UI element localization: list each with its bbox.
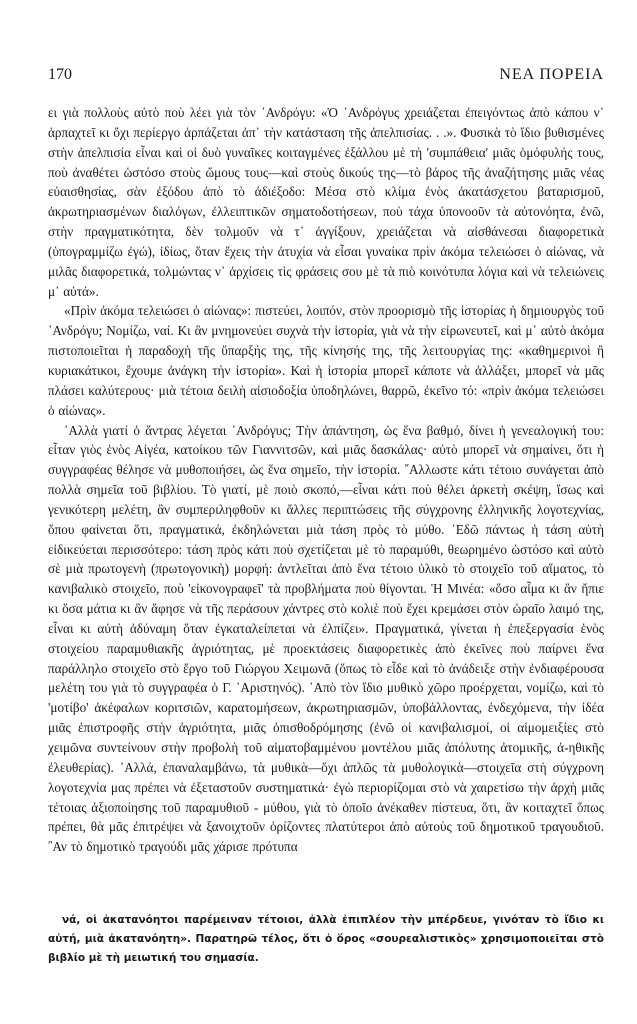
- page-number: 170: [48, 66, 72, 83]
- page-header: [48, 66, 604, 88]
- journal-title: ΝΕΑ ΠΟΡΕΙΑ: [499, 66, 604, 83]
- footnote: [48, 911, 604, 968]
- article-body: [48, 103, 604, 857]
- paragraph-continuation: ει γιὰ πολλοὺς αὐτὸ ποὺ λέει γιὰ τὸν ᾿Ανδρόγυ: «Ὁ ᾿Ανδρόγυς χρειάζεται ἐπειγόντως ἀπὸ κάπου ν᾿ ἁρπαχτεῖ κι ὄχι περίεργο ἁρπάζεται ἀπ᾿ τὴν κατάσταση τῆς ἀπελπισίας. . .». Φυσικὰ τὸ ἴδιο βυθισμένες στὴν ἀπελπισία εἶναι καὶ οἱ δυὸ γυναῖκες κοιταγμένες ἐξάλλου μὲ τὴ 'συμπάθεια' μιᾶς ὁμόφυλής τους, ποὺ ἀναθέτει ὡστόσο στοὺς ὤμους τους—καὶ στοὺς δικούς της—τὸ βάρος τῆς ἀναζήτησης μιᾶς νέας εὐαισθησίας, σὰν ἐξόδου ἀπὸ τὸ ἀδιέξοδο: Μέσα στὸ κλίμα ἑνὸς ἀκατάσχετου βαταρισμοῦ, ἀκρωτηριασμένων διαλόγων, ἐλλειπτικῶν σηματοδοτήσεων, ποὺ τάχα ὑπονοοῦν τὰ αὐτονόητα, ἐνῶ, στὴν πραγματικότητα, δὲν τολμοῦν νὰ τ᾿ ἀγγίξουν, χρειάζεται νὰ αἰσθάνεσαι διαφορετικὰ (ὑπογραμμίζω ἐγώ), ἰδίως, ὅταν ἔχεις τὴν ἀτυχία νὰ εἶσαι γυναίκα πρὶν ἀκόμα τελειώσει ὁ αἰώνας, νὰ μιλᾶς διαφορετικά, τολμώντας ν᾿ ἀρχίσεις τὶς φράσεις σου μὲ τὰ πιὸ κοινότυπα λόγια καὶ νὰ τελειώνεις μ᾿ αὐτά».: [48, 105, 604, 299]
- footnote-text: νά, οἱ ἀκατανόητοι παρέμειναν τέτοιοι, ἀλλὰ ἐπιπλέον τὴν μπέρδευε, γινόταν τὸ ἴδιο κι αὐτή, μιὰ ἀκατανόητη». Παρατηρῶ τέλος, ὅτι ὁ ὅρος «σουρεαλιστικὸς» χρησιμοποιεῖται στὸ βιβλίο μὲ τὴ μειωτική του σημασία.: [48, 914, 604, 964]
- paragraph: «Πρὶν ἀκόμα τελειώσει ὁ αἰώνας»: πιστεύει, λοιπόν, στὸν προορισμὸ τῆς ἱστορίας ἡ δημιουργὸς τοῦ ᾿Ανδρόγυ; Νομίζω, ναί. Κι ἂν μνημονεύει συχνὰ τὴν ἱστορία, γιὰ νὰ τὴν εἰρωνευτεῖ, καὶ μ᾿ αὐτὸ ἀκόμα πιστοποιεῖται ἡ παραδοχὴ τῆς ὕπαρξής της, τῆς κίνησής της, τῆς λειτουργίας της: «καθημερινοὶ ἢ κυριακάτικοι, ἔχουμε ἀνάγκη τὴν ἱστορία». Καὶ ἡ ἱστορία μπορεῖ κάποτε νὰ ἀλλάξει, μπορεῖ νὰ μᾶς πλάσει καλύτερους· μιὰ τέτοια δειλὴ αἰσιοδοξία ὑποδηλώνει, θαρρῶ, ἐκεῖνο τό: «πρὶν ἀκόμα τελειώσει ὁ αἰώνας».: [48, 303, 604, 418]
- paragraph: ᾿Αλλὰ γιατί ὁ ἄντρας λέγεται ᾿Ανδρόγυς; Τὴν ἀπάντηση, ὡς ἕνα βαθμό, δίνει ἡ γενεαλογική του: εἶταν γιὸς ἑνὸς Αἰγέα, κατοίκου τῶν Γιαννιτσῶν, καὶ μιᾶς δασκάλας· αὐτὸ μπορεῖ νὰ σημαίνει, ὅτι ἡ συγγραφέας θέλησε νὰ μυθοποιήσει, ὡς ἕνα σημεῖο, τὴν ἱστορία. ῎Αλλωστε κάτι τέτοιο συνάγεται ἀπὸ πολλὰ σημεῖα τοῦ βιβλίου. Τὸ γιατί, μὲ ποιὸ σκοπό,—εἶναι κάτι ποὺ θέλει ἀρκετὴ σκέψη, ἴσως καὶ γενικότερη μελέτη, ἂν συμπεριληφθοῦν κι ἄλλες περιπτώσεις τῆς σύγχρονης ἑλληνικῆς λογοτεχνίας, ὅπου φαίνεται ὅτι, πραγματικά, ἐκδηλώνεται μιὰ τάση πρὸς τὸ μύθο. ᾿Εδῶ πάντως ἡ τάση αὐτὴ εἰδικεύεται περισσότερο: τάση πρὸς κάτι ποὺ σχετίζεται μὲ τὸ παραμύθι, θεωρημένο ὡστόσο καὶ αὐτὸ σὲ μιὰ πρωτογενὴ (πρωτογονικὴ) μορφή: ἀντλεῖται ἀπὸ ἕνα τέτοιο ὑλικὸ τὸ στοιχεῖο τοῦ αἵματος, τὸ κανιβαλικὸ στοιχεῖο, ποὺ 'εἰκονογραφεῖ' τὰ προβλήματα ποὺ θίγονται. Ἡ Μινέα: «ὅσο αἷμα κι ἂν ἤπιε κι ὅσα μάτια κι ἂν ἄφησε νὰ τῆς περάσουν χάντρες στὸ κολιὲ ποὺ ἔχει κρεμάσει στὸν ὡραῖο λαιμό της, εἶναι κι αὐτὴ ἀδύναμη ὅταν ἐγκαταλείπεται νὰ ἐλπίζει». Πραγματικά, γίνεται ἡ ἐπεξεργασία ἑνὸς στοιχείου παραμυθιακῆς ἀγριότητας, μὲ προεκτάσεις διαφορετικὲς ἀπὸ ἐκεῖνες ποὺ παίρνει ἕνα παράλληλο στοιχεῖο στὸ ἔργο τοῦ Γιώργου Χειμωνᾶ (ὅπως τὸ εἶδε καὶ τὸ ἀνάδειξε στὴν ἐνδιαφέρουσα μελέτη του γιὰ τὸ συγγραφέα ὁ Γ. ᾿Αριστηνός). ᾿Απὸ τὸν ἴδιο μυθικὸ χῶρο προέρχεται, νομίζω, καὶ τὸ 'μοτίβο' ἀκέφαλων κοριτσιῶν, καρατομήσεων, ἀκρωτηριασμῶν, ὑποβάλλοντας, ἐνδεχόμενα, τὴν ἰδέα μιᾶς ἐπιστροφῆς στὴν ἀγριότητα, μιᾶς ὀπισθοδρόμησης (ἐνῶ οἱ κανιβαλισμοί, οἱ αἱμομειξίες στὸ χειμῶνα συντείνουν στὴν προβολὴ τοῦ αἱματοβαμμένου μοντέλου μιᾶς ἀπόλυτης ἀτομικῆς, ἀ-ηθικῆς ἐλευθερίας). ᾿Αλλά, ἐπαναλαμβάνω, τὰ μυθικὰ—ὄχι ἁπλῶς τὰ μυθολογικὰ—στοιχεῖα στὴ σύγχρονη λογοτεχνία μας πρέπει νὰ ἐξεταστοῦν συστηματικά· ἐγὼ περιορίζομαι στὸ νὰ χαιρετίσω τὴν ἀρχὴ μιᾶς τέτοιας ἀξιοποίησης τοῦ παραμυθιοῦ - μύθου, γιὰ τὸ ὁποῖο ἀνέκαθεν πίστευα, ὅτι, ἂν κοιταχτεῖ ὅπως πρέπει, θὰ μᾶς ἐπιτρέψει νὰ ξανοιχτοῦν ὁρίζοντες πλατύτεροι ἀπὸ αὐτοὺς τοῦ δημοτικοῦ τραγουδιοῦ. ῍Αν τὸ δημοτικὸ τραγούδι μᾶς χάρισε πρότυπα: [48, 422, 604, 855]
